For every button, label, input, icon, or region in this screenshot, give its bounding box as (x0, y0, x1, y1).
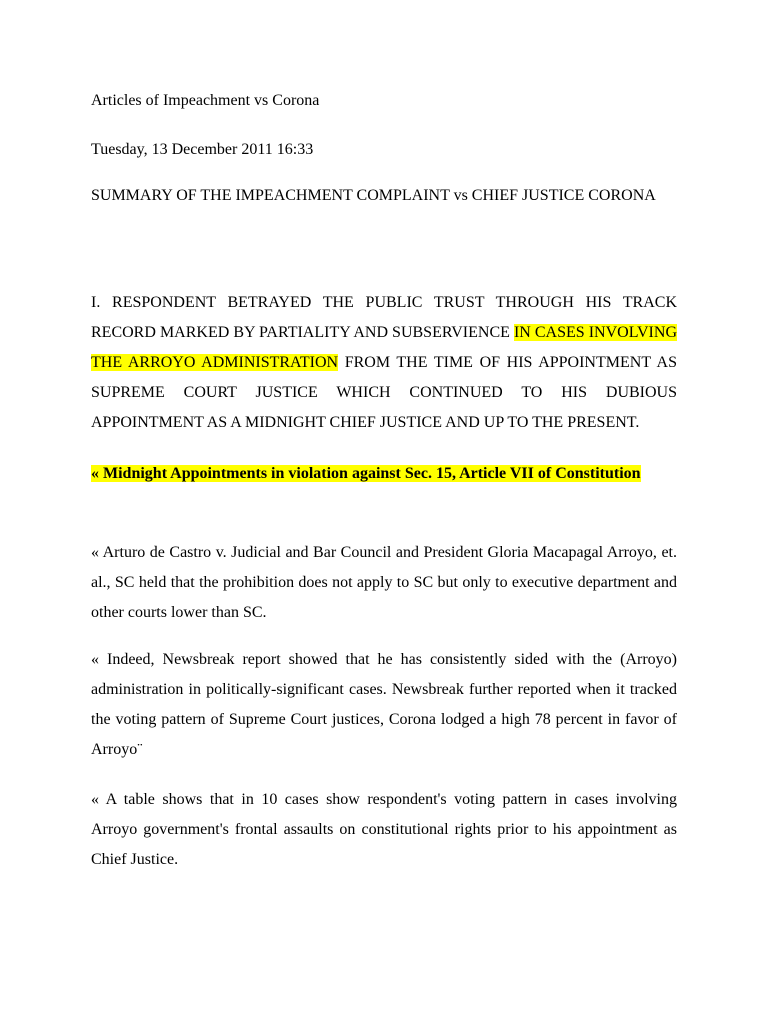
midnight-appointments-heading-text: « Midnight Appointments in violation against Sec. 15, Article VII of Constitution (91, 465, 641, 482)
document-date: Tuesday, 13 December 2011 16:33 (91, 141, 314, 158)
article-one-text-start: I. RESPONDENT BETRAYED THE PUBLIC TRUST THROUGH HIS TRACK RECORD MARKED BY PARTIALITY AND SUBSERVIENCE (91, 294, 677, 341)
paragraph-voting-table: « A table shows that in 10 cases show respondent's voting pattern in cases involving Arroyo government's frontal assaults on constitutional rights prior to his appointment as Chief Justice. (91, 791, 677, 868)
midnight-appointments-heading (91, 459, 677, 489)
article-one-paragraph (91, 288, 677, 438)
document-title: Articles of Impeachment vs Corona (91, 92, 320, 109)
paragraph-de-castro: « Arturo de Castro v. Judicial and Bar Council and President Gloria Macapagal Arroyo, et. al., SC held that the prohibition does not apply to SC but only to executive department and other courts lower than SC. (91, 544, 677, 621)
article-one-highlight: IN CASES INVOLVING THE ARROYO ADMINISTRATION (91, 324, 677, 371)
paragraph-newsbreak: « Indeed, Newsbreak report showed that he has consistently sided with the (Arroyo) administration in politically-significant cases. Newsbreak further reported when it tracked the voting pattern of Supreme Court justices, Corona lodged a high 78 percent in favor of Arroyo¨ (91, 651, 677, 758)
article-one-text-end: FROM THE TIME OF HIS APPOINTMENT AS SUPREME COURT JUSTICE WHICH CONTINUED TO HIS DUBIOUS APPOINTMENT AS A MIDNIGHT CHIEF JUSTICE AND UP TO THE PRESENT. (91, 354, 678, 431)
summary-heading: SUMMARY OF THE IMPEACHMENT COMPLAINT vs CHIEF JUSTICE CORONA (91, 187, 656, 204)
